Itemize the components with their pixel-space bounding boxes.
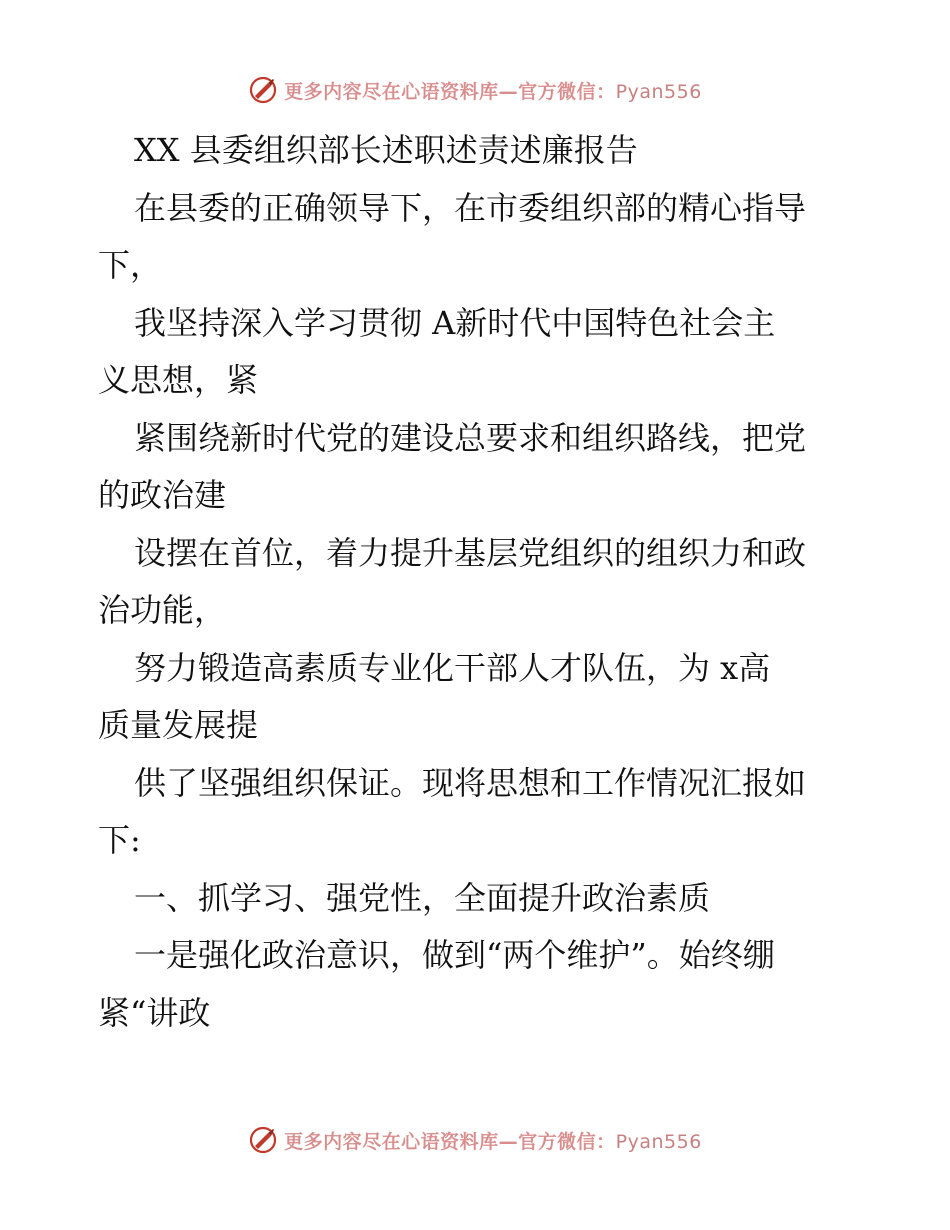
- document-line: 努力锻造高素质专业化干部人才队伍，为 x高: [134, 648, 771, 687]
- watermark-banner-bottom: [0, 1120, 950, 1160]
- quill-pen-logo-icon: [248, 1125, 278, 1155]
- document-line: 我坚持深入学习贯彻 A新时代中国特色社会主: [134, 303, 776, 342]
- quill-pen-logo-icon: [248, 75, 278, 105]
- watermark-wechat-id: Pyan556: [615, 80, 702, 103]
- document-line: 供了坚强组织保证。现将思想和工作情况汇报如: [134, 763, 807, 802]
- document-body: [98, 122, 858, 1042]
- document-line: 设摆在首位，着力提升基层党组织的组织力和政: [134, 533, 807, 572]
- document-line: 的政治建: [98, 476, 227, 514]
- watermark-banner-top: [0, 70, 950, 110]
- document-line: 下:: [98, 821, 141, 859]
- document-line: XX 县委组织部长述职述责述廉报告: [134, 131, 638, 169]
- watermark-text: [284, 77, 702, 104]
- document-line: 治功能，: [98, 591, 227, 629]
- watermark-site-text: 更多内容尽在心语资料库—官方微信：: [284, 80, 616, 103]
- document-line: 一是强化政治意识，做到“两个维护”。始终绷: [134, 936, 775, 974]
- document-line: 一、抓学习、强党性，全面提升政治素质: [134, 878, 711, 917]
- watermark-site-text: 更多内容尽在心语资料库—官方微信：: [284, 1130, 616, 1153]
- document-line: 下，: [98, 246, 163, 284]
- document-line: 紧围绕新时代党的建设总要求和组织路线，把党: [134, 418, 807, 457]
- watermark-wechat-id: Pyan556: [615, 1130, 702, 1153]
- document-line: 在县委的正确领导下，在市委组织部的精心指导: [134, 188, 807, 227]
- document-line: 紧“讲政: [98, 993, 211, 1032]
- document-line: 质量发展提: [98, 706, 259, 744]
- watermark-text: [284, 1127, 702, 1154]
- document-line: 义思想，紧: [98, 361, 259, 399]
